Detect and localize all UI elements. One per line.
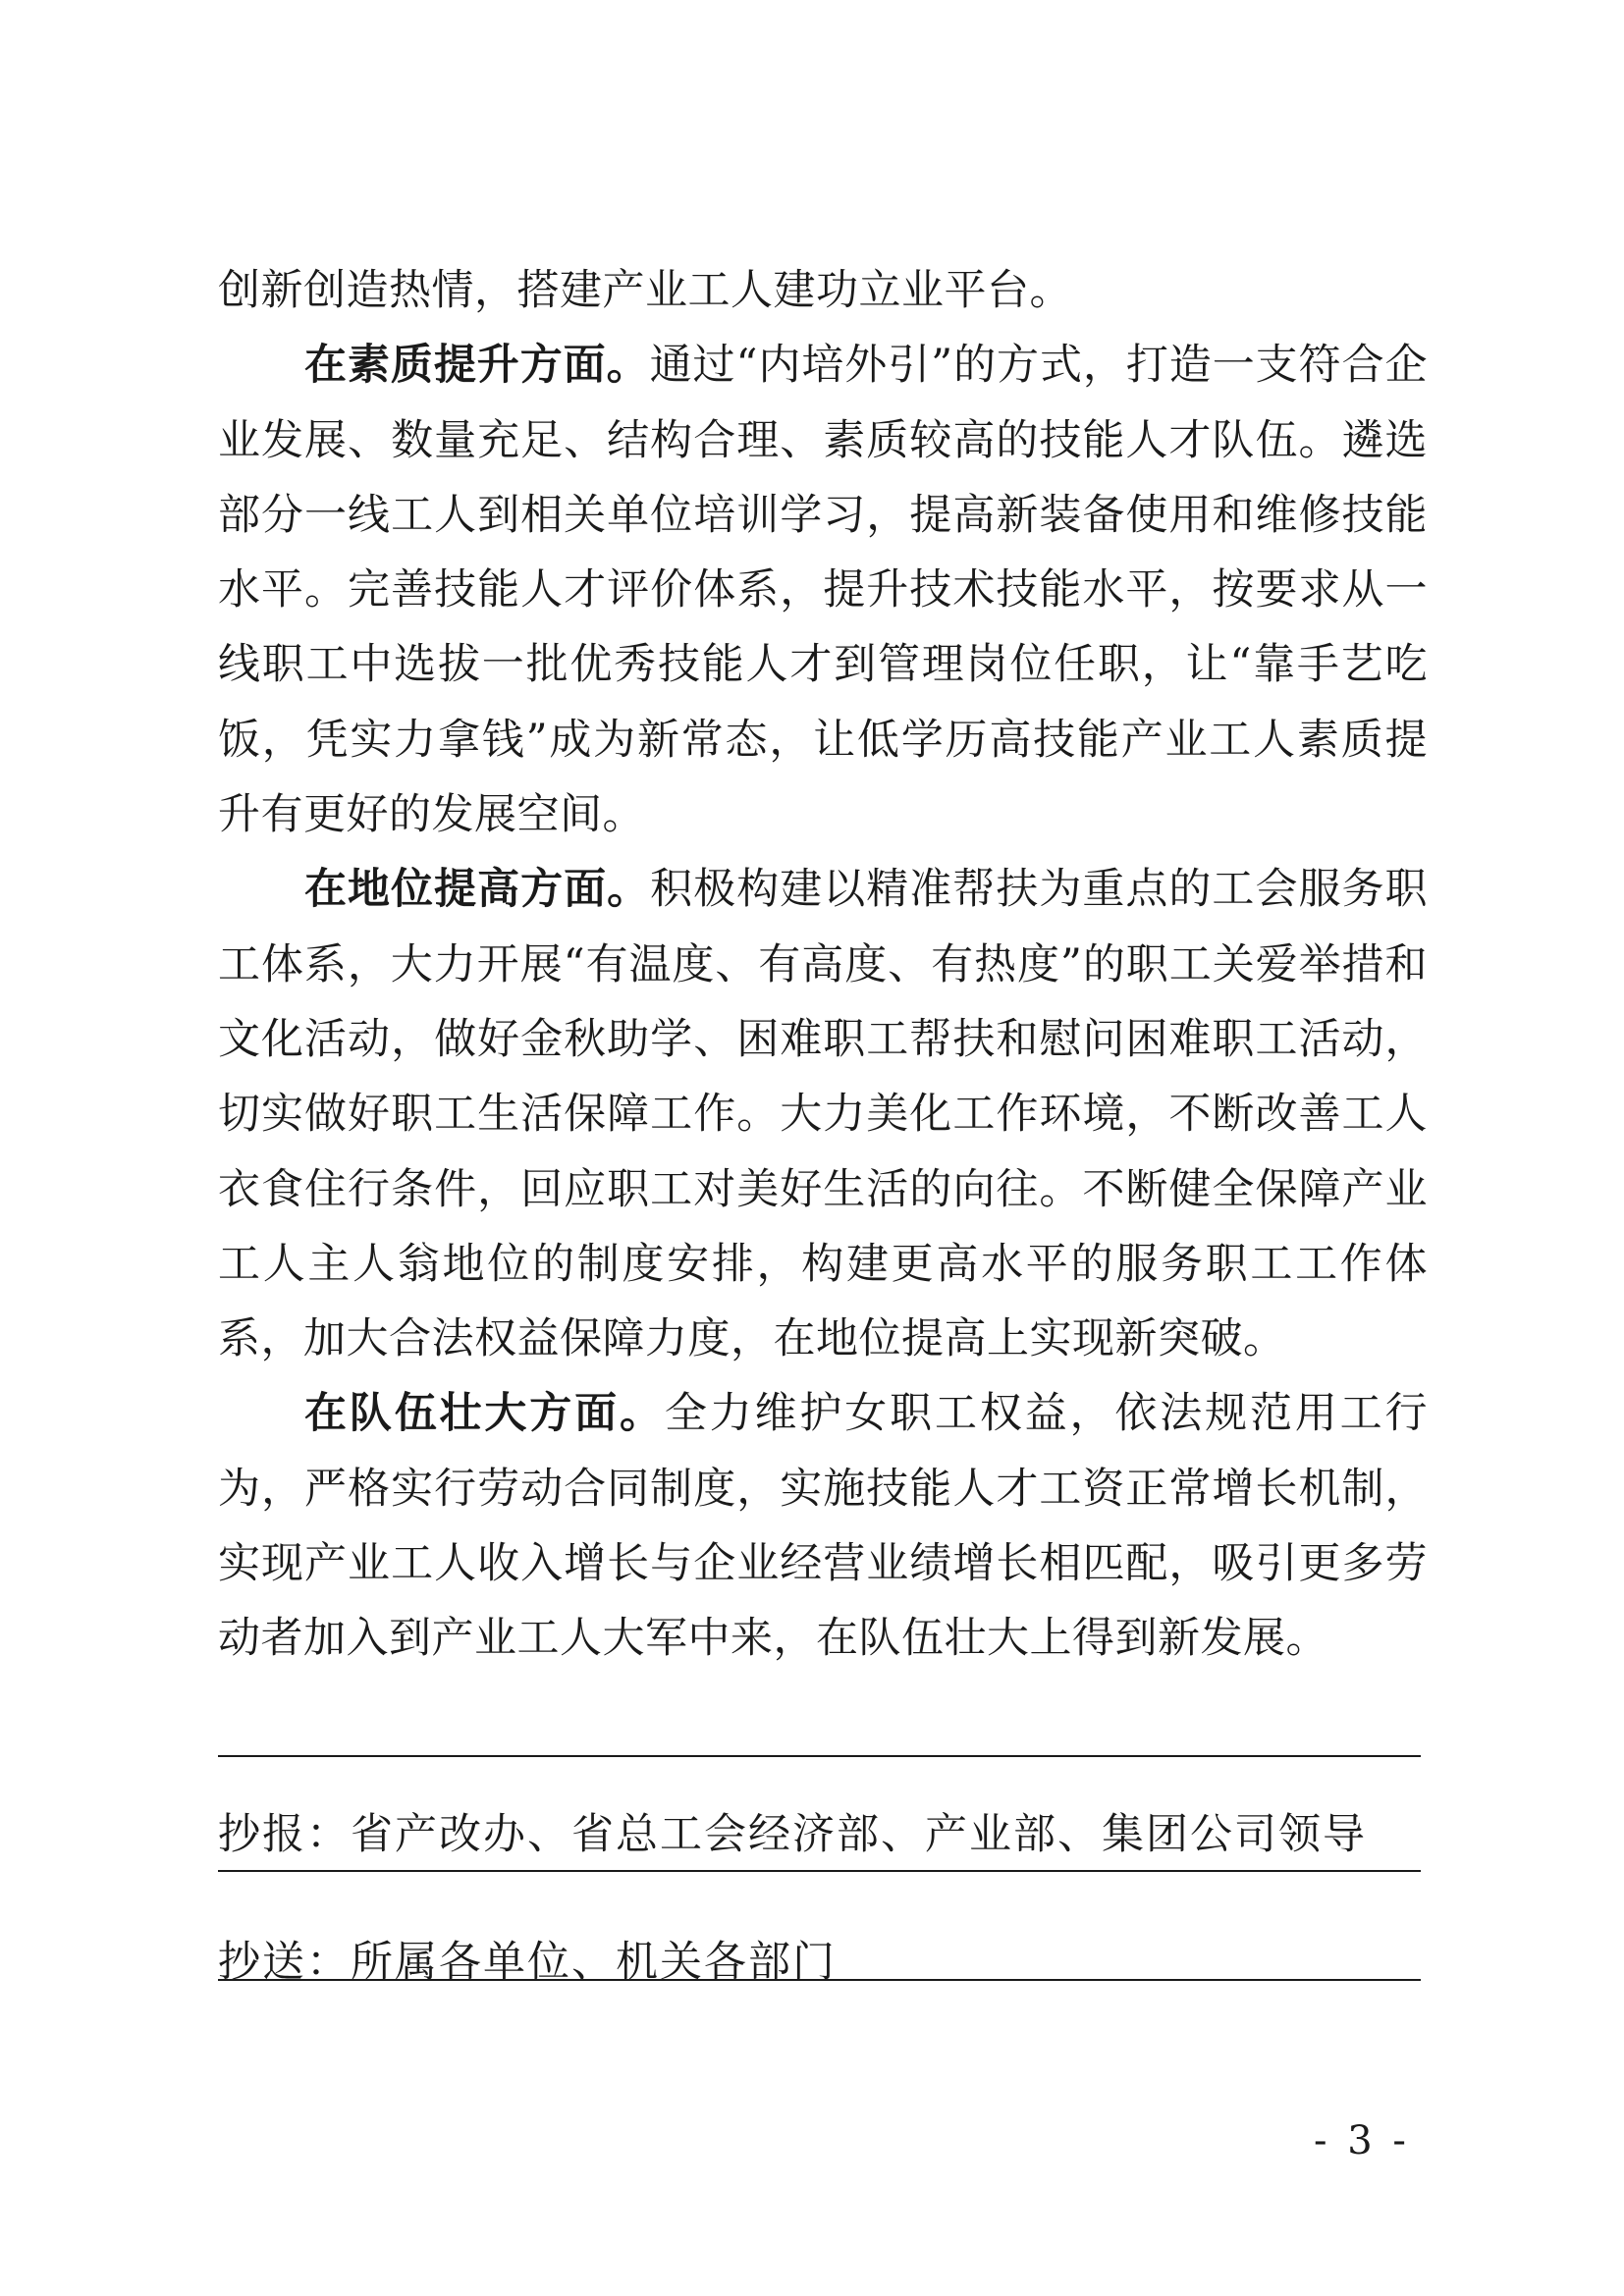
document-body (218, 253, 1428, 1677)
paragraph-status-improvement (218, 852, 1428, 1376)
cc-bottom-rule (218, 1979, 1421, 1981)
copy-report-line: 抄报：省产改办、省总工会经济部、产业部、集团公司领导 (218, 1810, 1367, 1859)
paragraph-text: 积极构建以精准帮扶为重点的工会服务职工体系，大力开展“有温度、有高度、有热度”的职工关爱举措和文化活动，做好金秋助学、困难职工帮扶和慰问困难职工活动，切实做好职工生活保障工作。大力美化工作环境，不断改善工人衣食住行条件，回应职工对美好生活的向往。不断健全保障产业工人主人翁地位的制度安排，构建更高水平的服务职工工作体系，加大合法权益保障力度，在地位提高上实现新突破。 (218, 865, 1429, 1364)
page-number: - 3 - (1314, 2118, 1410, 2163)
paragraph-text: 创新创造热情，搭建产业工人建功立业平台。 (218, 266, 1072, 315)
paragraph-text: 通过“内培外引”的方式，打造一支符合企业发展、数量充足、结构合理、素质较高的技能人才队伍。遴选部分一线工人到相关单位培训学习，提高新装备使用和维修技能水平。完善技能人才评价体系，提升技术技能水平，按要求从一线职工中选拔一批优秀技能人才到管理岗位任职，让“靠手艺吃饭，凭实力拿钱”成为新常态，让低学历高技能产业工人素质提升有更好的发展空间。 (218, 341, 1429, 840)
paragraph-team-growth (218, 1376, 1428, 1676)
copy-send-line: 抄送：所属各单位、机关各部门 (218, 1938, 837, 1987)
paragraph-heading: 在地位提高方面。 (304, 865, 651, 915)
paragraph-heading: 在素质提升方面。 (304, 341, 650, 391)
paragraph-continuation (218, 253, 1428, 328)
cc-top-rule (218, 1755, 1421, 1757)
cc-middle-rule (218, 1870, 1421, 1872)
paragraph-heading: 在队伍壮大方面。 (304, 1389, 665, 1439)
paragraph-text: 全力维护女职工权益，依法规范用工行为，严格实行劳动合同制度，实施技能人才工资正常增长机制，实现产业工人收入增长与企业经营业绩增长相匹配，吸引更多劳动者加入到产业工人大军中来，在队伍壮大上得到新发展。 (218, 1389, 1429, 1664)
paragraph-quality-improvement (218, 328, 1428, 852)
